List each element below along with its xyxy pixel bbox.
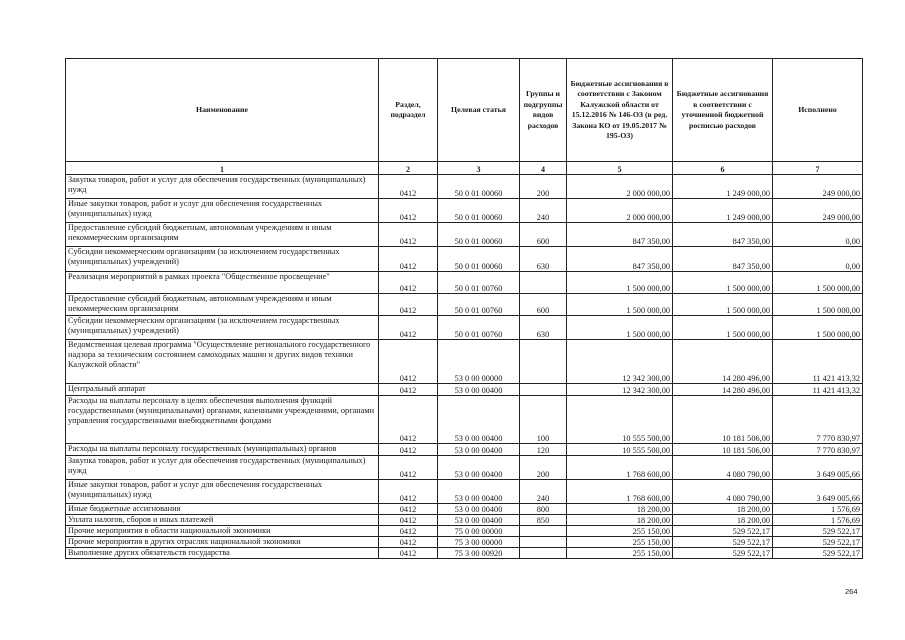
row-target-article: 53 0 00 00400: [438, 515, 520, 526]
row-executed: 1 576,69: [773, 504, 863, 515]
row-expense-group: 850: [520, 515, 567, 526]
row-section: 0412: [379, 223, 438, 247]
row-expense-group: 630: [520, 316, 567, 340]
row-executed: 1 500 000,00: [773, 272, 863, 294]
header-law-allocations: Бюджетные ассигнования в соответствии с Законом Калужской области от 15.12.2016 № 146-ОЗ (в ред. Закона КО от 19.05.2017 № 195-ОЗ): [567, 59, 673, 162]
row-target-article: 53 0 00 00400: [438, 444, 520, 456]
row-refined-allocation: 1 249 000,00: [673, 199, 773, 223]
row-executed: 0,00: [773, 223, 863, 247]
row-target-article: 50 0 01 00060: [438, 223, 520, 247]
row-target-article: 50 0 01 00060: [438, 175, 520, 199]
row-law-allocation: 1 500 000,00: [567, 316, 673, 340]
row-expense-group: 600: [520, 294, 567, 316]
row-target-article: 75 3 00 00000: [438, 537, 520, 548]
table-row: [66, 444, 863, 456]
row-executed: 249 000,00: [773, 199, 863, 223]
row-target-article: 50 0 01 00760: [438, 316, 520, 340]
row-target-article: 50 0 01 00760: [438, 272, 520, 294]
row-section: 0412: [379, 480, 438, 504]
row-name: Реализация мероприятий в рамках проекта "Общественное просвещение": [66, 272, 379, 294]
row-target-article: 53 0 00 00400: [438, 396, 520, 444]
row-executed: 0,00: [773, 247, 863, 272]
row-refined-allocation: 14 280 496,00: [673, 340, 773, 384]
row-name: Субсидии некоммерческим организациям (за исключением государственных (муниципальных) учреждений): [66, 316, 379, 340]
row-expense-group: 800: [520, 504, 567, 515]
row-refined-allocation: 529 522,17: [673, 548, 773, 559]
row-target-article: 53 0 00 00400: [438, 384, 520, 396]
row-target-article: 53 0 00 00400: [438, 504, 520, 515]
row-refined-allocation: 1 500 000,00: [673, 316, 773, 340]
row-refined-allocation: 1 249 000,00: [673, 175, 773, 199]
row-refined-allocation: 10 181 506,00: [673, 396, 773, 444]
table-row: [66, 340, 863, 384]
row-executed: 529 522,17: [773, 548, 863, 559]
row-law-allocation: 2 000 000,00: [567, 175, 673, 199]
row-expense-group: [520, 340, 567, 384]
column-number: 3: [438, 162, 520, 175]
row-refined-allocation: 847 350,00: [673, 223, 773, 247]
row-law-allocation: 10 555 500,00: [567, 444, 673, 456]
row-section: 0412: [379, 340, 438, 384]
row-expense-group: [520, 537, 567, 548]
row-name: Уплата налогов, сборов и иных платежей: [66, 515, 379, 526]
row-target-article: 53 0 00 00400: [438, 480, 520, 504]
row-name: Центральный аппарат: [66, 384, 379, 396]
table-row: [66, 456, 863, 480]
row-section: 0412: [379, 504, 438, 515]
row-name: Субсидии некоммерческим организациям (за исключением государственных (муниципальных) учреждений): [66, 247, 379, 272]
row-section: 0412: [379, 384, 438, 396]
row-expense-group: [520, 526, 567, 537]
row-executed: 1 500 000,00: [773, 294, 863, 316]
row-executed: 11 421 413,32: [773, 340, 863, 384]
row-law-allocation: 2 000 000,00: [567, 199, 673, 223]
row-law-allocation: 847 350,00: [567, 247, 673, 272]
column-number-row: [66, 162, 863, 175]
row-executed: 11 421 413,32: [773, 384, 863, 396]
row-name: Предоставление субсидий бюджетным, автономным учреждениям и иным некоммерческим организациям: [66, 294, 379, 316]
row-refined-allocation: 4 080 790,00: [673, 456, 773, 480]
row-expense-group: 600: [520, 223, 567, 247]
row-law-allocation: 1 500 000,00: [567, 272, 673, 294]
row-executed: 249 000,00: [773, 175, 863, 199]
row-target-article: 50 0 01 00060: [438, 247, 520, 272]
row-expense-group: 200: [520, 456, 567, 480]
row-section: 0412: [379, 175, 438, 199]
row-name: Ведомственная целевая программа "Осуществление регионального государственного надзора за техническим состоянием самоходных машин и других видов техники Калужской области": [66, 340, 379, 384]
row-target-article: 50 0 01 00760: [438, 294, 520, 316]
row-target-article: 75 3 00 00920: [438, 548, 520, 559]
row-name: Иные закупки товаров, работ и услуг для обеспечения государственных (муниципальных) нужд: [66, 480, 379, 504]
row-refined-allocation: 529 522,17: [673, 526, 773, 537]
row-refined-allocation: 847 350,00: [673, 247, 773, 272]
row-section: 0412: [379, 537, 438, 548]
row-name: Предоставление субсидий бюджетным, автономным учреждениям и иным некоммерческим организациям: [66, 223, 379, 247]
row-expense-group: 120: [520, 444, 567, 456]
page-number: 264: [845, 587, 858, 596]
table-row: [66, 384, 863, 396]
row-section: 0412: [379, 548, 438, 559]
header-target-article: Целевая статья: [438, 59, 520, 162]
budget-table: [65, 58, 863, 559]
row-name: Прочие мероприятия в области национальной экономики: [66, 526, 379, 537]
row-law-allocation: 1 768 600,00: [567, 456, 673, 480]
row-name: Выполнение других обязательств государства: [66, 548, 379, 559]
table-body: [66, 175, 863, 559]
row-executed: 1 576,69: [773, 515, 863, 526]
table-row: [66, 548, 863, 559]
row-law-allocation: 18 200,00: [567, 504, 673, 515]
row-expense-group: 100: [520, 396, 567, 444]
row-target-article: 53 0 00 00400: [438, 456, 520, 480]
column-number: 7: [773, 162, 863, 175]
header-row: [66, 59, 863, 162]
row-target-article: 53 0 00 00000: [438, 340, 520, 384]
header-refined-allocations: Бюджетные ассигнования в соответствии с уточненной бюджетной росписью расходов: [673, 59, 773, 162]
row-section: 0412: [379, 316, 438, 340]
header-section: Раздел, подраздел: [379, 59, 438, 162]
row-expense-group: 240: [520, 480, 567, 504]
row-executed: 3 649 005,66: [773, 456, 863, 480]
row-section: 0412: [379, 515, 438, 526]
row-name: Расходы на выплаты персоналу государственных (муниципальных) органов: [66, 444, 379, 456]
row-law-allocation: 12 342 300,00: [567, 384, 673, 396]
row-law-allocation: 1 768 600,00: [567, 480, 673, 504]
row-name: Прочие мероприятия в других отраслях национальной экономики: [66, 537, 379, 548]
row-section: 0412: [379, 272, 438, 294]
table-row: [66, 480, 863, 504]
column-number: 2: [379, 162, 438, 175]
row-section: 0412: [379, 199, 438, 223]
row-expense-group: 630: [520, 247, 567, 272]
row-name: Иные бюджетные ассигнования: [66, 504, 379, 515]
row-law-allocation: 255 150,00: [567, 548, 673, 559]
column-number: 4: [520, 162, 567, 175]
row-section: 0412: [379, 396, 438, 444]
row-section: 0412: [379, 444, 438, 456]
row-refined-allocation: 1 500 000,00: [673, 294, 773, 316]
row-law-allocation: 847 350,00: [567, 223, 673, 247]
row-name: Закупка товаров, работ и услуг для обеспечения государственных (муниципальных) нужд: [66, 456, 379, 480]
row-expense-group: [520, 384, 567, 396]
column-number: 5: [567, 162, 673, 175]
row-section: 0412: [379, 526, 438, 537]
row-law-allocation: 255 150,00: [567, 526, 673, 537]
table-row: [66, 223, 863, 247]
row-target-article: 50 0 01 00060: [438, 199, 520, 223]
table-row: [66, 316, 863, 340]
row-executed: 529 522,17: [773, 537, 863, 548]
table-row: [66, 294, 863, 316]
table-row: [66, 247, 863, 272]
row-section: 0412: [379, 247, 438, 272]
column-number: 1: [66, 162, 379, 175]
table-row: [66, 504, 863, 515]
row-law-allocation: 255 150,00: [567, 537, 673, 548]
column-number: 6: [673, 162, 773, 175]
row-law-allocation: 10 555 500,00: [567, 396, 673, 444]
row-refined-allocation: 18 200,00: [673, 504, 773, 515]
row-expense-group: 200: [520, 175, 567, 199]
row-refined-allocation: 4 080 790,00: [673, 480, 773, 504]
row-name: Иные закупки товаров, работ и услуг для обеспечения государственных (муниципальных) нужд: [66, 199, 379, 223]
header-name: Наименование: [66, 59, 379, 162]
table-row: [66, 526, 863, 537]
row-name: Расходы на выплаты персоналу в целях обеспечения выполнения функций государственными (муниципальными) органами, казенными учреждениями, органами управления государственными внебюджетными фондами: [66, 396, 379, 444]
row-refined-allocation: 10 181 506,00: [673, 444, 773, 456]
row-law-allocation: 12 342 300,00: [567, 340, 673, 384]
row-executed: 529 522,17: [773, 526, 863, 537]
row-executed: 1 500 000,00: [773, 316, 863, 340]
table-row: [66, 175, 863, 199]
table-row: [66, 537, 863, 548]
row-section: 0412: [379, 456, 438, 480]
table-row: [66, 396, 863, 444]
table-row: [66, 515, 863, 526]
row-executed: 7 770 830,97: [773, 444, 863, 456]
header-executed: Исполнено: [773, 59, 863, 162]
row-law-allocation: 18 200,00: [567, 515, 673, 526]
row-expense-group: 240: [520, 199, 567, 223]
row-expense-group: [520, 548, 567, 559]
row-name: Закупка товаров, работ и услуг для обеспечения государственных (муниципальных) нужд: [66, 175, 379, 199]
row-law-allocation: 1 500 000,00: [567, 294, 673, 316]
row-refined-allocation: 529 522,17: [673, 537, 773, 548]
row-refined-allocation: 18 200,00: [673, 515, 773, 526]
table-row: [66, 272, 863, 294]
row-refined-allocation: 14 280 496,00: [673, 384, 773, 396]
row-refined-allocation: 1 500 000,00: [673, 272, 773, 294]
row-section: 0412: [379, 294, 438, 316]
header-expense-groups: Группы и подгруппы видов расходов: [520, 59, 567, 162]
row-executed: 7 770 830,97: [773, 396, 863, 444]
row-executed: 3 649 005,66: [773, 480, 863, 504]
row-target-article: 75 0 00 00000: [438, 526, 520, 537]
row-expense-group: [520, 272, 567, 294]
table-row: [66, 199, 863, 223]
